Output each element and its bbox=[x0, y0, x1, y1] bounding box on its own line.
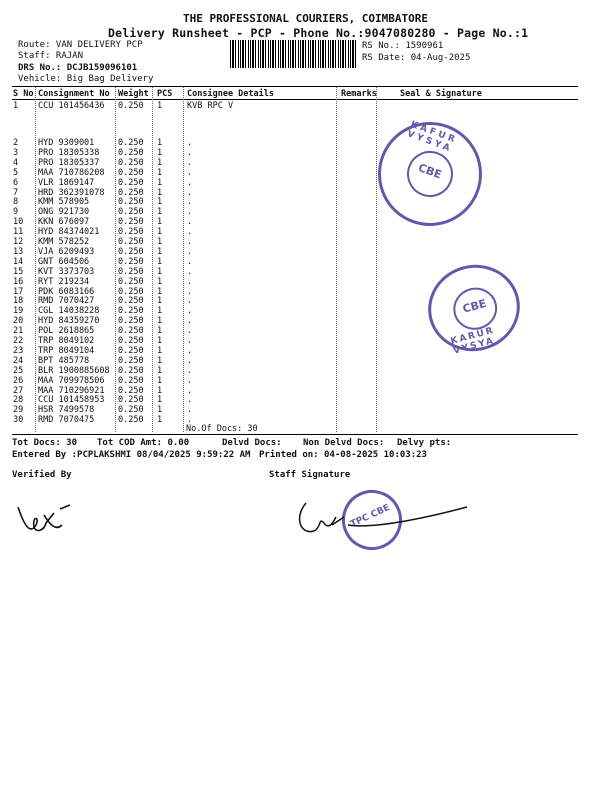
row-consignment: POL 2618865 bbox=[38, 326, 95, 337]
row-consignee: . bbox=[187, 147, 193, 158]
row-pcs: 1 bbox=[157, 385, 163, 396]
row-consignment: KVT 3373703 bbox=[38, 266, 95, 277]
row-pcs: 1 bbox=[157, 395, 163, 406]
bank-seal-stamp: KARUR VYSYA CBE bbox=[418, 255, 529, 362]
row-sno: 17 bbox=[13, 286, 24, 297]
staff-label: Staff: RAJAN bbox=[18, 51, 84, 61]
table-row bbox=[0, 386, 600, 396]
no-of-docs: No.Of Docs: 30 bbox=[186, 424, 258, 434]
rs-date: RS Date: 04-Aug-2025 bbox=[362, 53, 471, 63]
row-pcs: 1 bbox=[157, 138, 163, 148]
row-consignment: TRP 8049102 bbox=[38, 336, 95, 346]
row-consignment: RYT 219234 bbox=[38, 276, 90, 287]
col-consignment: Consignment No bbox=[38, 89, 110, 99]
table-bottom-rule bbox=[12, 434, 578, 435]
row-sno: 19 bbox=[13, 306, 24, 317]
table-row bbox=[0, 247, 600, 257]
row-pcs: 1 bbox=[157, 147, 163, 158]
row-consignment: HYD 84374021 bbox=[38, 227, 100, 238]
row-weight: 0.250 bbox=[118, 365, 144, 376]
row-pcs: 1 bbox=[157, 296, 163, 307]
delvd-docs: Delvd Docs: bbox=[222, 438, 282, 448]
table-row bbox=[0, 207, 600, 217]
row-sno: 27 bbox=[13, 385, 24, 396]
row-sno: 16 bbox=[13, 276, 24, 287]
runsheet-subtitle: Delivery Runsheet - PCP - Phone No.:9047080280 - Page No.:1 bbox=[108, 26, 529, 40]
printed-on: Printed on: 04-08-2025 10:03:23 bbox=[259, 450, 427, 460]
row-sno: 29 bbox=[13, 405, 24, 416]
row-consignment: HRD 362391078 bbox=[38, 187, 105, 198]
row-consignment: KMM 578905 bbox=[38, 197, 90, 208]
route-label: Route: VAN DELIVERY PCP bbox=[18, 40, 143, 50]
table-row bbox=[0, 158, 600, 168]
row-consignee: . bbox=[187, 207, 193, 218]
row-sno: 11 bbox=[13, 227, 24, 238]
row-pcs: 1 bbox=[157, 256, 163, 267]
table-row bbox=[0, 257, 600, 267]
table-row bbox=[0, 366, 600, 376]
row-weight: 0.250 bbox=[118, 385, 144, 396]
row-weight: 0.250 bbox=[118, 237, 144, 247]
table-row bbox=[0, 101, 600, 111]
row-pcs: 1 bbox=[157, 217, 163, 228]
row-pcs: 1 bbox=[157, 276, 163, 287]
vehicle-label: Vehicle: Big Bag Delivery bbox=[18, 74, 154, 84]
table-row bbox=[0, 267, 600, 277]
row-pcs: 1 bbox=[157, 227, 163, 238]
row-sno: 18 bbox=[13, 296, 24, 307]
row-weight: 0.250 bbox=[118, 207, 144, 218]
row-weight: 0.250 bbox=[118, 167, 144, 178]
row-weight: 0.250 bbox=[118, 138, 144, 148]
row-consignment: HYD 84359270 bbox=[38, 316, 100, 327]
row-consignee: . bbox=[187, 266, 193, 277]
row-sno: 5 bbox=[13, 167, 19, 178]
row-sno: 3 bbox=[13, 147, 19, 158]
barcode bbox=[230, 40, 356, 68]
row-consignment: BPT 485778 bbox=[38, 355, 90, 366]
row-consignment: CGL 14038228 bbox=[38, 306, 100, 317]
row-weight: 0.250 bbox=[118, 326, 144, 337]
row-consignment: KKN 676097 bbox=[38, 217, 90, 228]
row-sno: 21 bbox=[13, 326, 24, 337]
row-consignee: . bbox=[187, 415, 193, 426]
row-sno: 9 bbox=[13, 207, 19, 218]
row-consignment: MAA 710296921 bbox=[38, 385, 105, 396]
row-weight: 0.250 bbox=[118, 286, 144, 297]
row-sno: 26 bbox=[13, 375, 24, 386]
row-consignment: VLR 1869147 bbox=[38, 177, 95, 188]
row-pcs: 1 bbox=[157, 167, 163, 178]
table-row bbox=[0, 356, 600, 366]
row-sno: 25 bbox=[13, 365, 24, 376]
table-row bbox=[0, 237, 600, 247]
row-sno: 2 bbox=[13, 138, 19, 148]
row-consignee: . bbox=[187, 276, 193, 287]
table-row bbox=[0, 217, 600, 227]
row-sno: 8 bbox=[13, 197, 19, 208]
row-weight: 0.250 bbox=[118, 246, 144, 257]
row-weight: 0.250 bbox=[118, 101, 144, 111]
row-pcs: 1 bbox=[157, 405, 163, 416]
row-pcs: 1 bbox=[157, 365, 163, 376]
row-sno: 23 bbox=[13, 345, 24, 356]
row-consignment: ONG 921730 bbox=[38, 207, 90, 218]
row-consignee: . bbox=[187, 355, 193, 366]
row-consignee: . bbox=[187, 157, 193, 168]
table-top-rule bbox=[12, 86, 578, 87]
table-row bbox=[0, 197, 600, 207]
row-consignee: . bbox=[187, 237, 193, 247]
bank-seal-stamp: KAFUR VYSYA CBE bbox=[363, 107, 496, 240]
row-sno: 13 bbox=[13, 246, 24, 257]
row-pcs: 1 bbox=[157, 246, 163, 257]
row-consignment: CCU 101456436 bbox=[38, 101, 105, 111]
row-weight: 0.250 bbox=[118, 197, 144, 208]
rs-number: RS No.: 1590961 bbox=[362, 41, 444, 51]
row-sno: 24 bbox=[13, 355, 24, 366]
row-sno: 14 bbox=[13, 256, 24, 267]
staff-signature bbox=[292, 495, 472, 545]
row-pcs: 1 bbox=[157, 187, 163, 198]
row-weight: 0.250 bbox=[118, 187, 144, 198]
table-row bbox=[0, 178, 600, 188]
delvy-pts: Delvy pts: bbox=[397, 438, 452, 448]
row-consignee: . bbox=[187, 395, 193, 406]
row-sno: 28 bbox=[13, 395, 24, 406]
verifier-signature bbox=[10, 495, 80, 540]
row-consignee: . bbox=[187, 306, 193, 317]
row-sno: 10 bbox=[13, 217, 24, 228]
row-consignee: . bbox=[187, 217, 193, 228]
row-consignment: VJA 6209493 bbox=[38, 246, 95, 257]
row-sno: 4 bbox=[13, 157, 19, 168]
row-sno: 15 bbox=[13, 266, 24, 277]
verified-by-label: Verified By bbox=[12, 470, 72, 480]
courier-seal-stamp: TPC CBE bbox=[332, 480, 412, 560]
row-consignment: RMD 7070475 bbox=[38, 415, 95, 426]
row-weight: 0.250 bbox=[118, 227, 144, 238]
row-weight: 0.250 bbox=[118, 147, 144, 158]
row-consignee: . bbox=[187, 375, 193, 386]
table-row bbox=[0, 405, 600, 415]
col-seal: Seal & Signature bbox=[400, 89, 482, 99]
drs-number: DRS No.: DCJB159096101 bbox=[18, 63, 138, 73]
row-consignee: . bbox=[187, 326, 193, 337]
row-weight: 0.250 bbox=[118, 355, 144, 366]
row-pcs: 1 bbox=[157, 415, 163, 426]
row-consignee: . bbox=[187, 405, 193, 416]
row-weight: 0.250 bbox=[118, 256, 144, 267]
row-consignee: . bbox=[187, 187, 193, 198]
col-sno: S No bbox=[13, 89, 34, 99]
row-consignee: . bbox=[187, 365, 193, 376]
row-weight: 0.250 bbox=[118, 415, 144, 426]
col-pcs: PCS bbox=[157, 89, 173, 99]
staff-signature-label: Staff Signature bbox=[269, 470, 351, 480]
row-pcs: 1 bbox=[157, 306, 163, 317]
row-pcs: 1 bbox=[157, 157, 163, 168]
row-weight: 0.250 bbox=[118, 345, 144, 356]
row-consignee: KVB RPC V bbox=[187, 101, 234, 111]
row-consignee: . bbox=[187, 177, 193, 188]
row-consignee: . bbox=[187, 345, 193, 356]
table-row bbox=[0, 138, 600, 148]
row-sno: 6 bbox=[13, 177, 19, 188]
table-row bbox=[0, 188, 600, 198]
row-consignment: HSR 7499578 bbox=[38, 405, 95, 416]
table-header-rule bbox=[12, 99, 578, 100]
row-consignee: . bbox=[187, 336, 193, 346]
row-weight: 0.250 bbox=[118, 336, 144, 346]
col-consignee: Consignee Details bbox=[187, 89, 274, 99]
row-consignee: . bbox=[187, 167, 193, 178]
table-row bbox=[0, 415, 600, 425]
row-sno: 1 bbox=[13, 101, 19, 111]
row-consignee: . bbox=[187, 246, 193, 257]
table-row bbox=[0, 168, 600, 178]
entered-by: Entered By :PCPLAKSHMI 08/04/2025 9:59:22 AM bbox=[12, 450, 251, 460]
row-consignment: BLR 1900885608 bbox=[38, 365, 110, 376]
tot-docs: Tot Docs: 30 bbox=[12, 438, 78, 448]
row-weight: 0.250 bbox=[118, 266, 144, 277]
row-sno: 20 bbox=[13, 316, 24, 327]
row-consignment: PRO 18305338 bbox=[38, 147, 100, 158]
row-consignee: . bbox=[187, 385, 193, 396]
col-weight: Weight bbox=[118, 89, 149, 99]
row-consignee: . bbox=[187, 138, 193, 148]
row-weight: 0.250 bbox=[118, 306, 144, 317]
table-header bbox=[0, 89, 600, 99]
row-consignment: RMD 7070427 bbox=[38, 296, 95, 307]
table-row bbox=[0, 395, 600, 405]
row-consignment: CCU 101458953 bbox=[38, 395, 105, 406]
row-consignee: . bbox=[187, 197, 193, 208]
row-sno: 22 bbox=[13, 336, 24, 346]
row-consignee: . bbox=[187, 286, 193, 297]
row-weight: 0.250 bbox=[118, 177, 144, 188]
row-weight: 0.250 bbox=[118, 296, 144, 307]
row-consignment: MAA 709978506 bbox=[38, 375, 105, 386]
row-consignment: KMM 578252 bbox=[38, 237, 90, 247]
row-pcs: 1 bbox=[157, 266, 163, 277]
company-title: THE PROFESSIONAL COURIERS, COIMBATORE bbox=[183, 12, 429, 25]
row-pcs: 1 bbox=[157, 345, 163, 356]
row-pcs: 1 bbox=[157, 237, 163, 247]
row-sno: 12 bbox=[13, 237, 24, 247]
row-consignment: GNT 604506 bbox=[38, 256, 90, 267]
row-pcs: 1 bbox=[157, 336, 163, 346]
row-pcs: 1 bbox=[157, 326, 163, 337]
row-weight: 0.250 bbox=[118, 217, 144, 228]
row-weight: 0.250 bbox=[118, 316, 144, 327]
non-delvd-docs: Non Delvd Docs: bbox=[303, 438, 385, 448]
row-consignment: MAA 710786208 bbox=[38, 167, 105, 178]
table-row bbox=[0, 346, 600, 356]
row-sno: 7 bbox=[13, 187, 19, 198]
row-weight: 0.250 bbox=[118, 157, 144, 168]
row-consignee: . bbox=[187, 256, 193, 267]
table-row bbox=[0, 148, 600, 158]
row-pcs: 1 bbox=[157, 197, 163, 208]
row-pcs: 1 bbox=[157, 207, 163, 218]
row-consignment: HYD 9309001 bbox=[38, 138, 95, 148]
row-consignee: . bbox=[187, 316, 193, 327]
row-weight: 0.250 bbox=[118, 395, 144, 406]
row-pcs: 1 bbox=[157, 286, 163, 297]
row-sno: 30 bbox=[13, 415, 24, 426]
tot-cod-amt: Tot COD Amt: 0.00 bbox=[97, 438, 190, 448]
col-remarks: Remarks bbox=[341, 89, 377, 99]
row-weight: 0.250 bbox=[118, 276, 144, 287]
row-consignment: TRP 8049104 bbox=[38, 345, 95, 356]
row-weight: 0.250 bbox=[118, 375, 144, 386]
row-consignee: . bbox=[187, 227, 193, 238]
table-row bbox=[0, 227, 600, 237]
table-row bbox=[0, 376, 600, 386]
row-pcs: 1 bbox=[157, 177, 163, 188]
row-consignment: PRO 18305337 bbox=[38, 157, 100, 168]
row-pcs: 1 bbox=[157, 355, 163, 366]
row-weight: 0.250 bbox=[118, 405, 144, 416]
row-pcs: 1 bbox=[157, 375, 163, 386]
row-consignee: . bbox=[187, 296, 193, 307]
row-pcs: 1 bbox=[157, 316, 163, 327]
row-consignment: PDK 6083166 bbox=[38, 286, 95, 297]
row-pcs: 1 bbox=[157, 101, 163, 111]
